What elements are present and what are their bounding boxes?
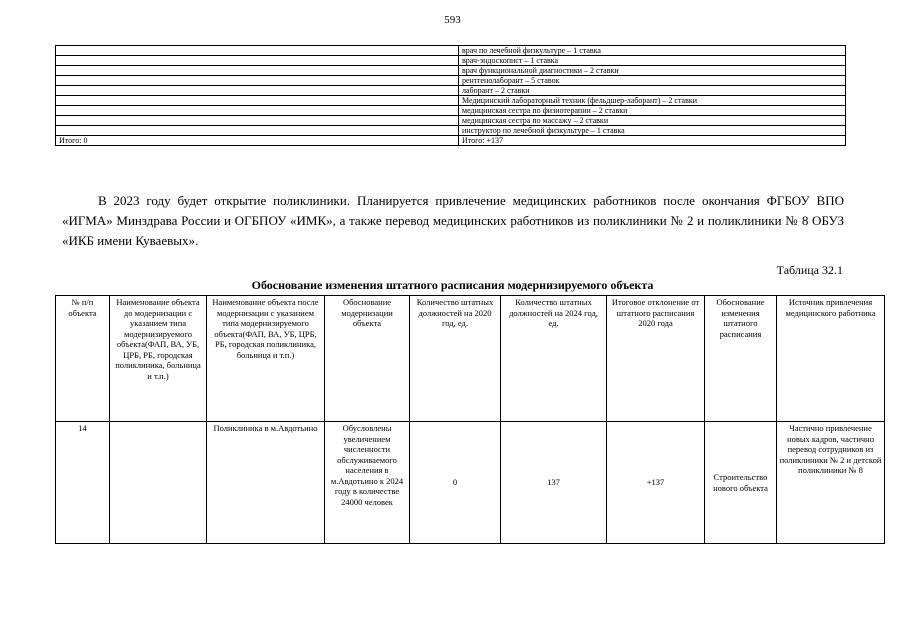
table-row: [56, 422, 885, 544]
table-row: [56, 66, 846, 76]
staff-cell-left: [56, 56, 459, 66]
table-row: [56, 46, 846, 56]
cell-count-2024: 137: [501, 422, 607, 544]
cell-name-before: [110, 422, 207, 544]
table-header-row: [56, 296, 885, 422]
staff-cell-left: Итого: 0: [56, 136, 459, 146]
staff-cell-right: рентгенолаборант – 5 ставок: [459, 76, 846, 86]
table-row: [56, 116, 846, 126]
header-justification: Обоснование модернизации объекта: [325, 296, 410, 422]
staff-cell-left: [56, 116, 459, 126]
table-row: [56, 56, 846, 66]
staffing-table: [55, 45, 846, 146]
cell-count-2020: 0: [410, 422, 501, 544]
staff-cell-left: [56, 96, 459, 106]
body-paragraph: В 2023 году будет открытие поликлиники. Планируется привлечение медицинских работников после окончания ФГБОУ ВПО «ИГМА» Минздрава России и ОГБПОУ «ИМК», а также перевод медицинских работников из поликлиники № 2 и поликлиники № 8 ОБУЗ «ИКБ имени Куваевых».: [62, 193, 844, 248]
staff-cell-right: лаборант – 2 ставки: [459, 86, 846, 96]
page-number: 593: [444, 14, 461, 26]
staff-cell-left: [56, 126, 459, 136]
cell-deviation: +137: [607, 422, 705, 544]
staff-cell-left: [56, 46, 459, 56]
staff-cell-left: [56, 106, 459, 116]
staff-cell-left: [56, 86, 459, 96]
cell-source: Частично привлечение новых кадров, частично перевод сотрудников из поликлиники № 2 и детской поликлиники № 8: [777, 422, 885, 544]
header-change-reason: Обоснование изменения штатного расписания: [705, 296, 777, 422]
table-row: [56, 136, 846, 146]
modernization-table: [55, 295, 885, 544]
staff-cell-right: инструктор по лечебной физкультуре – 1 ставка: [459, 126, 846, 136]
staff-cell-right: врач по лечебной физкультуре – 1 ставка: [459, 46, 846, 56]
header-count-2020: Количество штатных должностей на 2020 год, ед.: [410, 296, 501, 422]
table-row: [56, 96, 846, 106]
header-source: Источник привлечения медицинского работника: [777, 296, 885, 422]
staff-cell-right: Итого: +137: [459, 136, 846, 146]
table-row: [56, 76, 846, 86]
cell-num: 14: [56, 422, 110, 544]
staff-cell-left: [56, 76, 459, 86]
header-count-2024: Количество штатных должностей на 2024 год, ед.: [501, 296, 607, 422]
cell-change-reason: Строительство нового объекта: [705, 422, 777, 544]
staff-cell-right: врач функциональной диагностики – 2 ставки: [459, 66, 846, 76]
table-number: Таблица 32.1: [776, 263, 843, 277]
staff-cell-right: врач-эндоскопист – 1 ставка: [459, 56, 846, 66]
cell-justification: Обусловлены увеличением численности обслуживаемого населения в м.Авдотьино к 2024 году в количестве 24000 человек: [325, 422, 410, 544]
table-row: [56, 86, 846, 96]
table-title: Обоснование изменения штатного расписания модернизируемого объекта: [251, 278, 654, 292]
header-num: № п/п объекта: [56, 296, 110, 422]
header-name-after: Наименование объекта после модернизации с указанием типа модернизируемого объекта(ФАП, ВА, УБ, ЦРБ, РБ, городская поликлиника, больница и т.п.): [207, 296, 325, 422]
staff-cell-right: Медицинский лабораторный техник (фельдшер-лаборант) – 2 ставки: [459, 96, 846, 106]
table-row: [56, 106, 846, 116]
cell-name-after: Поликлиника в м.Авдотьино: [207, 422, 325, 544]
table-row: [56, 126, 846, 136]
staff-cell-right: медицинская сестра по массажу – 2 ставки: [459, 116, 846, 126]
header-name-before: Наименование объекта до модернизации с указанием типа модернизируемого объекта(ФАП, ВА, УБ, ЦРБ, РБ, городская поликлиника, больница и т.п.): [110, 296, 207, 422]
staff-cell-right: медицинская сестра по физиотерапии – 2 ставки: [459, 106, 846, 116]
staff-cell-left: [56, 66, 459, 76]
header-deviation: Итоговое отклонение от штатного расписания 2020 года: [607, 296, 705, 422]
